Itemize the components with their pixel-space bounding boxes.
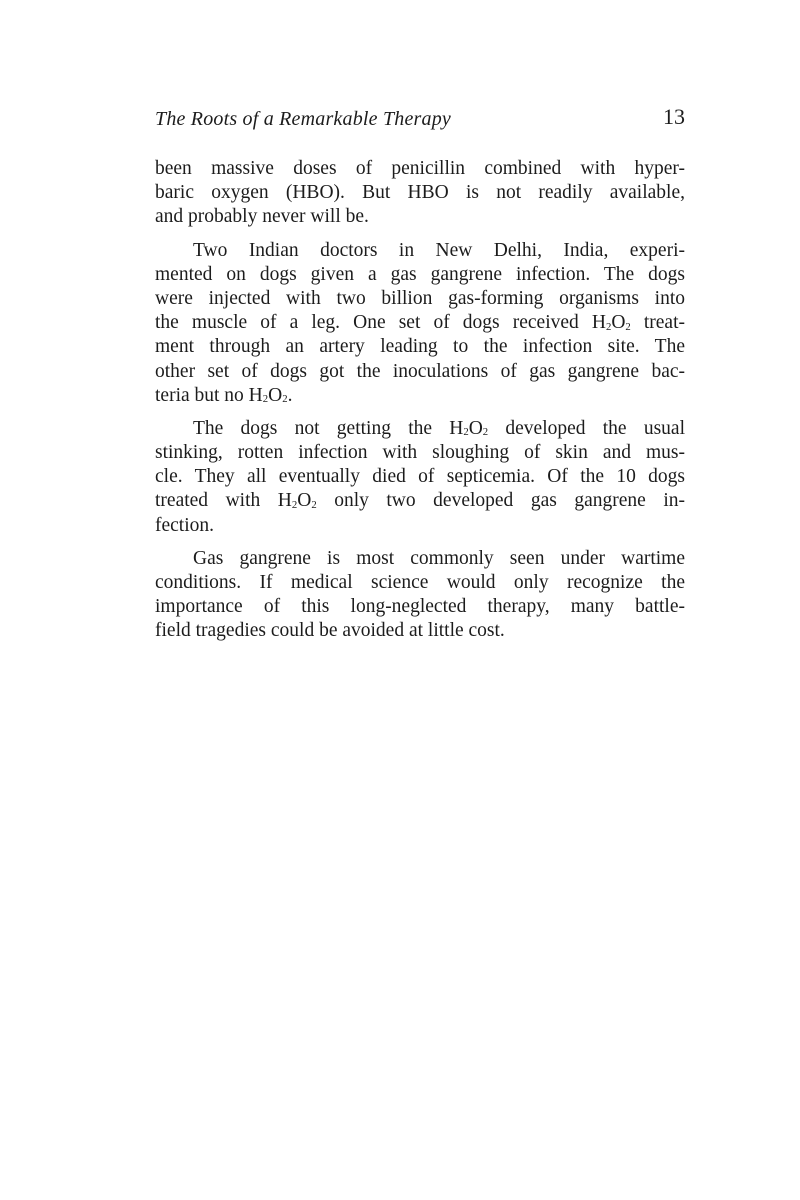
text-run: other set of dogs got the inoculations of gas gangrene bac-: [155, 360, 685, 382]
text-line: [155, 571, 685, 595]
text-run: Gas gangrene is most commonly seen under wartime: [193, 547, 685, 569]
text-run: developed the usual: [488, 417, 685, 439]
text-run: O: [468, 417, 483, 439]
text-line: [155, 547, 685, 571]
text-run: cle. They all eventually died of septicemia. Of the 10 dogs: [155, 466, 685, 488]
paragraph: [155, 547, 685, 644]
text-run: The dogs not getting the H: [193, 417, 464, 439]
text-run: teria but no H: [155, 384, 263, 406]
body-text: [155, 157, 685, 644]
text-run: importance of this long-neglected therapy, many battle-: [155, 596, 685, 618]
text-line: [155, 205, 685, 229]
subscript: 2: [311, 499, 317, 512]
text-line: [155, 619, 685, 643]
text-run: ment through an artery leading to the infection site. The: [155, 336, 685, 358]
text-run: O: [297, 490, 312, 512]
paragraph: [155, 417, 685, 538]
text-run: only two developed gas gangrene in-: [316, 490, 685, 512]
paragraph: [155, 157, 685, 230]
subscript: 2: [463, 426, 469, 439]
text-run: O: [611, 312, 626, 334]
text-line: [155, 287, 685, 311]
paragraph-gap: [155, 538, 685, 547]
page-number: 13: [663, 104, 685, 129]
subscript: 2: [291, 499, 298, 512]
text-line: [155, 263, 685, 287]
running-header: [155, 104, 685, 136]
text-line: [155, 441, 685, 465]
text-line: [155, 384, 685, 408]
text-run: stinking, rotten infection with sloughing of skin and mus-: [155, 442, 685, 464]
text-run: field tragedies could be avoided at little cost.: [155, 620, 505, 642]
text-run: the muscle of a leg. One set of dogs received H: [155, 312, 606, 334]
text-line: [155, 417, 685, 441]
subscript: 2: [482, 426, 489, 439]
text-run: mented on dogs given a gas gangrene infection. The dogs: [155, 263, 685, 285]
text-run: .: [287, 384, 293, 406]
text-line: [155, 465, 685, 489]
text-run: Two Indian doctors in New Delhi, India, experi-: [193, 239, 685, 261]
running-title: The Roots of a Remarkable Therapy: [155, 108, 452, 130]
text-line: [155, 360, 685, 384]
text-line: [155, 335, 685, 359]
subscript: 2: [282, 393, 288, 406]
paragraph-gap: [155, 230, 685, 239]
text-run: and probably never will be.: [155, 206, 369, 228]
text-run: treat-: [630, 312, 685, 334]
subscript: 2: [625, 320, 631, 333]
text-run: baric oxygen (HBO). But HBO is not readily available,: [155, 182, 685, 204]
paragraph-gap: [155, 408, 685, 417]
subscript: 2: [605, 320, 612, 333]
text-line: [155, 514, 685, 538]
subscript: 2: [262, 393, 269, 406]
text-run: O: [268, 384, 283, 406]
paragraph: [155, 239, 685, 408]
text-run: were injected with two billion gas-forming organisms into: [155, 287, 685, 309]
text-line: [155, 311, 685, 335]
text-line: [155, 595, 685, 619]
text-run: been massive doses of penicillin combined with hyper-: [155, 158, 685, 179]
text-line: [155, 181, 685, 205]
text-line: [155, 489, 685, 513]
text-line: [155, 157, 685, 181]
text-run: fection.: [155, 514, 215, 536]
text-run: treated with H: [155, 490, 292, 512]
text-line: [155, 239, 685, 263]
text-run: conditions. If medical science would only recognize the: [155, 572, 685, 593]
